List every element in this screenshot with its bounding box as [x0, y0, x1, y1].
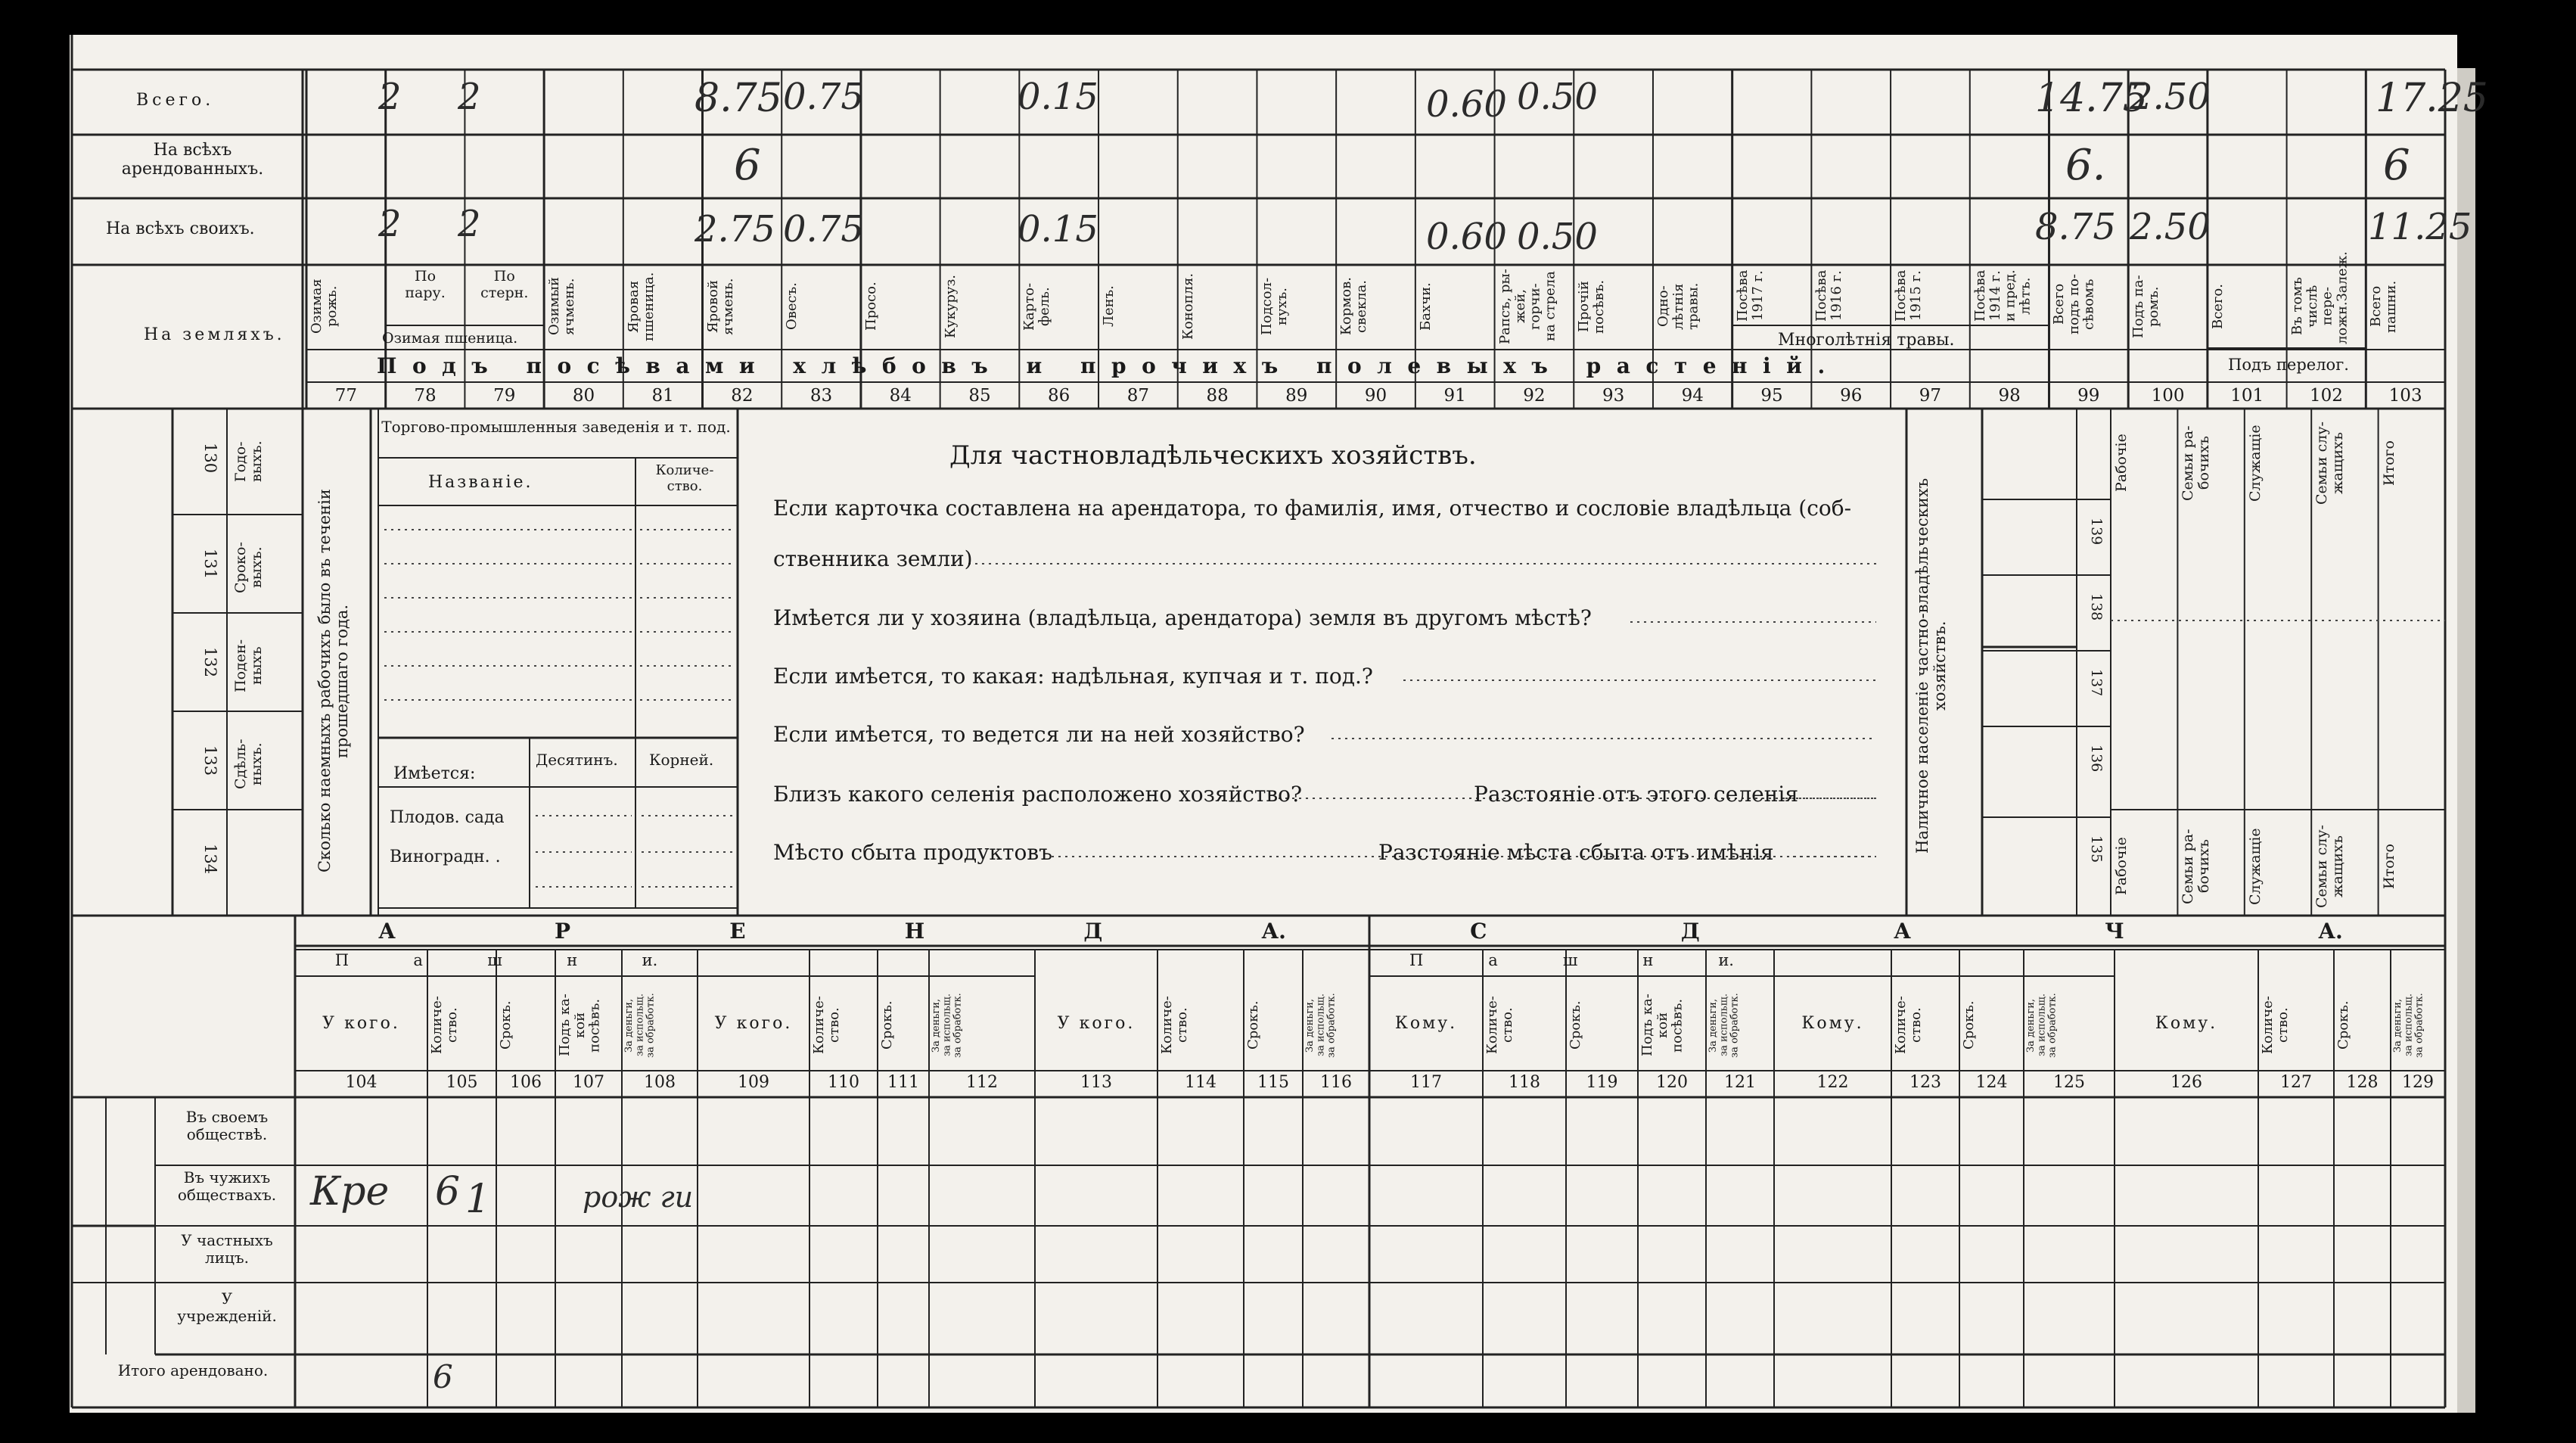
hw-own-5: 0.60	[1426, 216, 1507, 258]
hw-lease-1: 6	[435, 1169, 461, 1214]
workers-col-133: Сдѣль- ныхъ.	[232, 739, 265, 790]
pop-vtom-w	[2031, 579, 2069, 647]
lease-row-label-3: У учрежденій.	[177, 1289, 277, 1325]
lease-header-123: Количе- ство.	[1893, 996, 1924, 1055]
crop-header-81: Яровая пшеница.	[625, 272, 657, 341]
hw-total-3: 0.75	[783, 76, 864, 118]
lease-header-112: За деньги, за испольщ. за обработк.	[931, 993, 964, 1058]
hw-own-7: 8.75	[2035, 206, 2116, 248]
hw-own-6: 0.50	[1517, 216, 1598, 258]
lease-header-117: Кому.	[1394, 1014, 1458, 1033]
group-ozimaya: Озимая пшеница.	[382, 330, 518, 347]
lease-header-118: Количе- ство.	[1484, 996, 1515, 1055]
sdacha-letter-0: С	[1470, 919, 1487, 944]
hw-own-4: 0.15	[1018, 208, 1098, 250]
crop-header-103: Всего пашни.	[2368, 280, 2400, 333]
sdacha-pashni	[1377, 951, 1767, 969]
lease-header-107: Подъ ка- кой посѣвъ.	[557, 994, 603, 1057]
crop-number-99: 99	[2077, 386, 2100, 406]
lease-number-106: 106	[510, 1073, 542, 1092]
pop-vsego-w	[2028, 657, 2065, 717]
crop-header-78: По пару.	[405, 268, 446, 301]
sown-band-label: Подъ посѣвами хлѣбовъ и прочихъ полевыхъ растеній.	[377, 353, 1841, 378]
lease-header-119: Срокъ.	[1568, 1000, 1583, 1050]
arenda-pashni-0: П	[334, 951, 350, 969]
arenda-pashni-4: и.	[642, 951, 658, 969]
pop-col-bot-2: Служащіе	[2246, 828, 2264, 905]
crop-number-101: 101	[2230, 386, 2264, 406]
lease-row-label-0: Въ своемъ обществѣ.	[185, 1108, 269, 1143]
pop-women	[1986, 583, 2016, 643]
row-label-rented: На всѣхъ арендованныхъ.	[121, 141, 264, 179]
crop-number-102: 102	[2309, 386, 2343, 406]
group-vne	[77, 1232, 103, 1353]
pop-men	[1986, 719, 2016, 802]
lease-header-129: За деньги, за испольщ. за обработк.	[2392, 993, 2425, 1058]
crop-header-89: Подсол- нухъ.	[1259, 277, 1291, 336]
hw-own-2: 2.75	[694, 208, 775, 250]
workers-num-132: 132	[201, 646, 219, 678]
hw-total-7: 14.75	[2035, 76, 2148, 121]
crop-number-100: 100	[2151, 386, 2185, 406]
lease-header-127: Количе- ство.	[2260, 996, 2291, 1055]
sdacha-letter-2: А	[1894, 919, 1911, 944]
lease-row-label-1: Въ чужихъ обществахъ.	[177, 1168, 277, 1204]
crop-number-103: 103	[2388, 386, 2422, 406]
arenda-letter-2: Е	[729, 919, 746, 944]
crop-number-82: 82	[731, 386, 754, 406]
q-land-type: Если имѣется, то какая: надѣльная, купчая и т. под.?	[773, 664, 1373, 689]
crop-header-94: Одно- лѣтнія травы.	[1655, 282, 1701, 331]
crop-header-84: Просо.	[862, 281, 879, 331]
arenda-letters	[299, 919, 1366, 944]
q-market: Мѣсто сбыта продуктовъ	[773, 840, 1052, 865]
lease-header-124: Срокъ.	[1961, 1000, 1977, 1050]
sdacha-letter-4: А.	[2318, 919, 2343, 944]
lease-header-111: Срокъ.	[879, 1000, 895, 1050]
orchard-label: Плодов. сада	[390, 808, 505, 827]
lease-header-121: За деньги, за испольщ. за обработк.	[1707, 993, 1741, 1058]
crop-header-101: Всего.	[2209, 284, 2226, 329]
pop-col-top-0: Рабочіе	[2113, 434, 2130, 493]
crop-number-92: 92	[1523, 386, 1546, 406]
lease-header-106: Срокъ.	[498, 1000, 514, 1050]
q-distance-village: Разстояніе отъ этого селенія	[1474, 782, 1798, 807]
crop-header-83: Овесъ.	[784, 282, 800, 331]
arenda-letter-4: Д	[1083, 919, 1103, 944]
crop-header-86: Карто- фель.	[1021, 282, 1053, 331]
row-label-own: На всѣхъ своихъ.	[106, 219, 255, 238]
q-distance-market: Разстояніе мѣста сбыта отъ имѣнія	[1378, 840, 1774, 865]
crop-number-87: 87	[1126, 386, 1150, 406]
group-mnogoletnie: Многолѣтнія травы.	[1778, 331, 1955, 350]
lease-header-120: Подъ ка- кой посѣвъ.	[1639, 994, 1686, 1057]
crop-header-82: Яровой ячмень.	[704, 278, 736, 335]
lease-header-125: За деньги, за испольщ. за обработк.	[2025, 993, 2059, 1058]
hw-own-0: 2	[378, 203, 402, 245]
arenda-letter-1: Р	[555, 919, 571, 944]
pop-num-136: 136	[2088, 744, 2105, 773]
workers-col-130: Годо- выхъ.	[232, 440, 265, 483]
crop-number-90: 90	[1364, 386, 1387, 406]
crop-number-88: 88	[1206, 386, 1229, 406]
lease-row-label-4: Итого арендовано.	[117, 1361, 269, 1379]
lease-number-112: 112	[966, 1073, 998, 1092]
crop-number-91: 91	[1443, 386, 1466, 406]
lease-row-label-2: У частныхъ лицъ.	[181, 1231, 273, 1267]
hw-total-5: 0.60	[1426, 83, 1507, 126]
crop-header-96: Посѣва 1916 г.	[1813, 269, 1845, 322]
pop-num-139: 139	[2088, 517, 2105, 546]
arenda-letter-0: А	[378, 919, 396, 944]
arenda-pashni-1: а	[413, 951, 423, 969]
q-owner-line1: Если карточка составлена на арендатора, то фамилія, имя, отчество и сословіе владѣльца (соб-	[773, 496, 1852, 521]
lease-number-114: 114	[1185, 1073, 1217, 1092]
lease-number-127: 127	[2280, 1073, 2312, 1092]
workers-num-134: 134	[201, 843, 219, 875]
korney-header: Корней.	[649, 751, 714, 769]
lease-number-123: 123	[1909, 1073, 1941, 1092]
crop-header-79: По стерн.	[480, 268, 529, 301]
crop-number-80: 80	[572, 386, 595, 406]
pop-col-bot-0: Рабочіе	[2113, 837, 2130, 896]
lease-header-113: У кого.	[1057, 1014, 1136, 1033]
hw-total-2: 8.75	[694, 76, 782, 121]
trade-name-header: Названіе.	[428, 473, 533, 492]
crop-header-90: Кормов. свекла.	[1338, 277, 1369, 336]
lease-number-125: 125	[2053, 1073, 2085, 1092]
lease-number-118: 118	[1509, 1073, 1540, 1092]
workers-col-131: Сроко- выхъ.	[232, 542, 265, 593]
sdacha-letters	[1373, 919, 2440, 944]
arenda-pashni-3: н	[567, 951, 578, 969]
sdacha-letter-1: Д	[1680, 919, 1700, 944]
lease-number-108: 108	[644, 1073, 676, 1092]
hw-itogo: 6	[433, 1358, 453, 1395]
arenda-letter-5: А.	[1261, 919, 1286, 944]
sdacha-pashni-3: н	[1642, 951, 1654, 969]
pop-col-bot-4: Итого	[2380, 844, 2397, 889]
crop-number-79: 79	[493, 386, 516, 406]
arenda-letter-3: Н	[904, 919, 925, 944]
pop-vsego-m	[2028, 825, 2065, 885]
hw-own-9: 11.25	[2368, 206, 2472, 248]
crop-number-97: 97	[1919, 386, 1942, 406]
lease-header-108: За деньги, за испольщ. за обработк.	[623, 993, 657, 1058]
lease-header-116: За деньги, за испольщ. за обработк.	[1304, 993, 1338, 1058]
lease-header-104: У кого.	[322, 1014, 400, 1033]
crop-number-84: 84	[889, 386, 912, 406]
hw-total-1: 2	[458, 76, 481, 118]
hw-rented-1: 6.	[2065, 141, 2106, 190]
crop-number-95: 95	[1760, 386, 1783, 406]
workers-num-131: 131	[201, 548, 219, 580]
trade-title: Торгово-промышленныя заведенія и т. под.	[381, 418, 731, 436]
lease-number-105: 105	[446, 1073, 478, 1092]
lease-number-117: 117	[1410, 1073, 1442, 1092]
crop-header-88: Конопля.	[1179, 272, 1196, 341]
hw-own-1: 2	[458, 203, 481, 245]
hired-workers-note: Сколько наемныхъ рабочихъ было въ теченіи прошедшаго года.	[315, 489, 352, 873]
sdacha-letter-3: Ч	[2105, 919, 2124, 944]
lease-number-120: 120	[1656, 1073, 1688, 1092]
lease-header-115: Срокъ.	[1245, 1000, 1261, 1050]
lease-header-109: У кого.	[714, 1014, 793, 1033]
lease-number-116: 116	[1320, 1073, 1352, 1092]
pop-num-138: 138	[2088, 592, 2105, 621]
trade-qty-header: Количе- ство.	[655, 462, 714, 494]
hw-total-9: 17.25	[2376, 76, 2488, 121]
hw-lease-0: Кре	[310, 1169, 390, 1214]
desyatin-header: Десятинъ.	[536, 751, 618, 769]
crop-number-89: 89	[1285, 386, 1308, 406]
hw-own-3: 0.75	[783, 208, 864, 250]
hw-total-6: 0.50	[1517, 76, 1598, 118]
crop-number-83: 83	[809, 386, 833, 406]
hw-rented-0: 6	[734, 141, 761, 190]
hw-total-0: 2	[378, 76, 402, 118]
crop-header-98: Посѣва 1914 г. и пред. лѣтъ.	[1972, 269, 2034, 322]
private-block-title: Для частновладѣльческихъ хозяйствъ.	[949, 440, 1477, 471]
hw-lease-2: 1	[465, 1177, 491, 1222]
lease-number-122: 122	[1816, 1073, 1849, 1092]
lease-header-114: Количе- ство.	[1159, 996, 1190, 1055]
crop-header-80: Озимый ячмень.	[546, 277, 577, 336]
row-label-total: Всего.	[136, 91, 215, 110]
has-label: Имѣется:	[393, 764, 476, 783]
crop-number-93: 93	[1602, 386, 1625, 406]
hw-rented-2: 6	[2383, 141, 2410, 190]
q-other-land: Имѣется ли у хозяина (владѣльца, арендатора) земля въ другомъ мѣстѣ?	[773, 605, 1592, 630]
lease-number-121: 121	[1724, 1073, 1756, 1092]
crop-header-77: Озимая рожь.	[309, 278, 340, 334]
crop-number-78: 78	[414, 386, 437, 406]
pop-col-top-2: Служащіе	[2246, 425, 2264, 502]
lease-number-111: 111	[887, 1073, 919, 1092]
lease-number-109: 109	[738, 1073, 769, 1092]
crop-header-87: Ленъ.	[1101, 285, 1117, 328]
lease-header-122: Кому.	[1801, 1014, 1864, 1033]
pop-itogo	[2020, 508, 2065, 569]
crop-header-92: Рапсъ, ры- жей, горчи- на стрела	[1496, 269, 1558, 344]
pop-num-137: 137	[2088, 668, 2105, 697]
arenda-pashni-2: ш	[487, 951, 502, 969]
sdacha-pashni-1: а	[1488, 951, 1498, 969]
hw-lease-3: рож ги	[583, 1180, 694, 1214]
workers-col-132: Поден- ныхъ	[232, 639, 265, 693]
crop-number-81: 81	[651, 386, 674, 406]
lease-number-104: 104	[345, 1073, 378, 1092]
vineyard-label: Виноградн. .	[390, 847, 501, 866]
sdacha-pashni-4: и.	[1718, 951, 1734, 969]
workers-num-130: 130	[201, 442, 219, 474]
lease-number-115: 115	[1257, 1073, 1289, 1092]
crop-number-98: 98	[1998, 386, 2021, 406]
sdacha-pashni-0: П	[1409, 951, 1424, 969]
pop-col-top-4: Итого	[2380, 440, 2397, 486]
crop-header-85: Кукуруз.	[942, 275, 959, 339]
lease-header-126: Кому.	[2155, 1014, 2218, 1033]
lease-number-119: 119	[1586, 1073, 1618, 1092]
sdacha-pashni-2: ш	[1562, 951, 1578, 969]
pop-col-top-1: Семьи ра- бочихъ	[2180, 425, 2213, 501]
q-owner-line2: ственника земли)	[773, 546, 973, 571]
lease-number-124: 124	[1975, 1073, 2008, 1092]
lease-number-126: 126	[2170, 1073, 2202, 1092]
crop-number-96: 96	[1840, 386, 1863, 406]
crop-number-77: 77	[334, 386, 357, 406]
lease-header-105: Количе- ство.	[429, 996, 460, 1055]
pop-col-top-3: Семьи слу- жащихъ	[2313, 421, 2347, 505]
q-farming: Если имѣется, то ведется ли на ней хозяйство?	[773, 722, 1305, 747]
crop-header-95: Посѣва 1917 г.	[1734, 269, 1766, 322]
row-label-lands: На земляхъ.	[144, 325, 285, 344]
lease-number-129: 129	[2402, 1073, 2434, 1092]
workers-num-133: 133	[201, 745, 219, 776]
crop-header-93: Прочій посѣвъ.	[1576, 279, 1608, 334]
crop-header-99: Всего подъ по- сѣвомъ	[2051, 274, 2098, 335]
q-village: Близъ какого селенія расположено хозяйство?	[773, 782, 1303, 807]
crop-header-100: Подъ па- ромъ.	[2130, 275, 2161, 338]
crop-header-102: Въ томъ числѣ пере- ложн.Залеж.	[2289, 251, 2350, 344]
lease-header-128: Срокъ.	[2335, 1000, 2351, 1050]
pop-col-bot-3: Семьи слу- жащихъ	[2313, 825, 2347, 908]
hw-total-8: 2.50	[2130, 76, 2211, 118]
lease-number-128: 128	[2346, 1073, 2379, 1092]
crop-header-91: Бахчи.	[1417, 282, 1434, 331]
crop-number-94: 94	[1681, 386, 1704, 406]
group-nadel	[77, 1101, 103, 1222]
population-title: Наличное населеніе частно-владѣльческихъ хозяйствъ.	[1913, 477, 1950, 854]
crop-header-97: Посѣва 1915 г.	[1893, 269, 1924, 322]
lease-number-110: 110	[828, 1073, 859, 1092]
group-perelog: Подъ перелог.	[2228, 356, 2349, 374]
pop-col-bot-1: Семьи ра- бочихъ	[2180, 829, 2213, 904]
pop-vtom-m	[2031, 730, 2069, 813]
pop-num-135: 135	[2088, 835, 2105, 863]
lease-number-113: 113	[1080, 1073, 1112, 1092]
arenda-pashni	[303, 951, 690, 969]
lease-number-107: 107	[573, 1073, 604, 1092]
crop-number-86: 86	[1048, 386, 1070, 406]
crop-number-85: 85	[968, 386, 991, 406]
hw-own-8: 2.50	[2130, 206, 2211, 248]
lease-header-110: Количе- ство.	[811, 996, 842, 1055]
hw-total-4: 0.15	[1018, 76, 1098, 118]
